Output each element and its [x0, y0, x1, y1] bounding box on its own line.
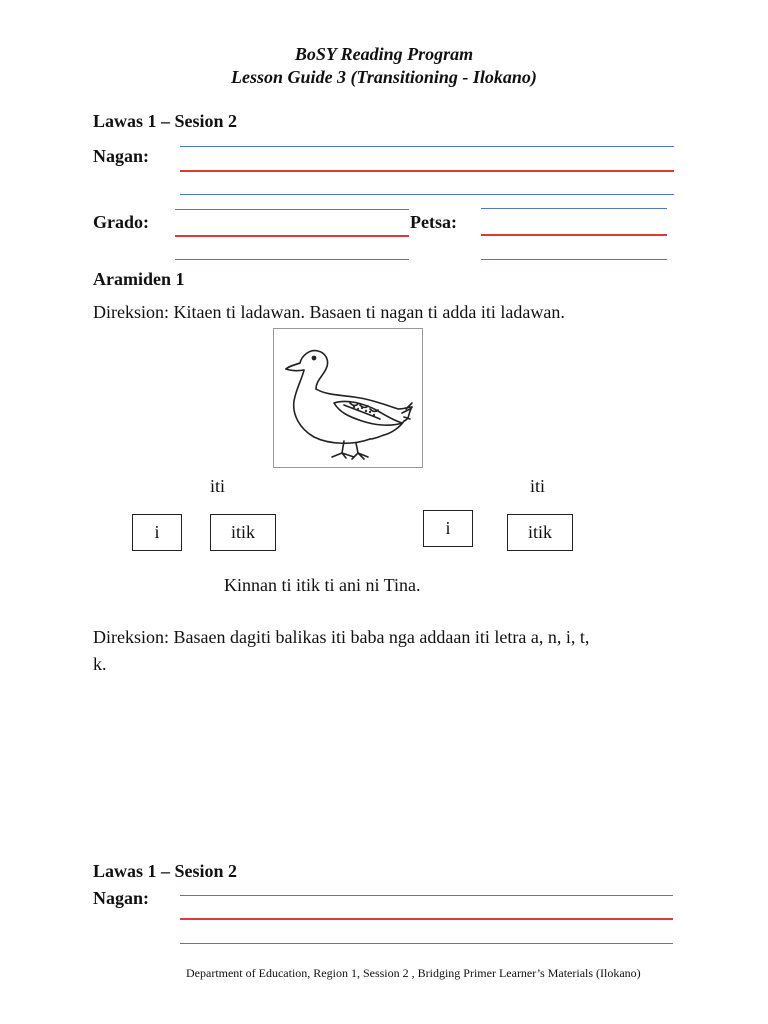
direction-text-2-line-1: Direksion: Basaen dagiti balikas iti baba nga addaan iti letra a, n, i, t,: [93, 627, 590, 647]
direction-text-1: Direksion: Kitaen ti ladawan. Basaen ti nagan ti adda iti ladawan.: [93, 302, 565, 322]
activity-heading: Aramiden 1: [93, 269, 185, 289]
document-title: BoSY Reading Program: [294, 44, 474, 64]
guide-line-middle: [175, 235, 409, 237]
guide-line-middle: [481, 234, 667, 236]
right-letter-box: i: [423, 510, 473, 547]
duck-icon: [274, 329, 422, 467]
guide-line-bottom: [175, 259, 409, 260]
guide-line-bottom: [180, 943, 673, 944]
left-letter-box: i: [132, 514, 182, 551]
guide-line-top: [481, 208, 667, 209]
guide-line-bottom: [180, 194, 674, 195]
guide-line-middle: [180, 170, 674, 172]
guide-line-middle: [180, 918, 673, 920]
duck-picture-frame: [273, 328, 423, 468]
week-session-heading: Lawas 1 – Sesion 2: [93, 111, 238, 131]
left-label-iti: iti: [210, 476, 226, 496]
direction-text-2-line-2: k.: [93, 654, 107, 674]
name-label-2: Nagan:: [93, 888, 150, 908]
right-label-iti: iti: [530, 476, 546, 496]
page-footer: Department of Education, Region 1, Session 2 , Bridging Primer Learner’s Materials (Ilokano): [186, 966, 641, 980]
guide-line-top: [180, 146, 674, 147]
document-subtitle: Lesson Guide 3 (Transitioning - Ilokano): [231, 67, 537, 87]
guide-line-top: [175, 209, 409, 210]
date-label: Petsa:: [410, 212, 457, 232]
week-session-heading-2: Lawas 1 – Sesion 2: [93, 861, 238, 881]
guide-line-bottom: [481, 259, 667, 260]
right-word-box: itik: [507, 514, 573, 551]
left-word-box: itik: [210, 514, 276, 551]
name-label: Nagan:: [93, 146, 150, 166]
guide-line-top: [180, 895, 673, 896]
example-sentence: Kinnan ti itik ti ani ni Tina.: [224, 575, 421, 595]
grade-label: Grado:: [93, 212, 149, 232]
